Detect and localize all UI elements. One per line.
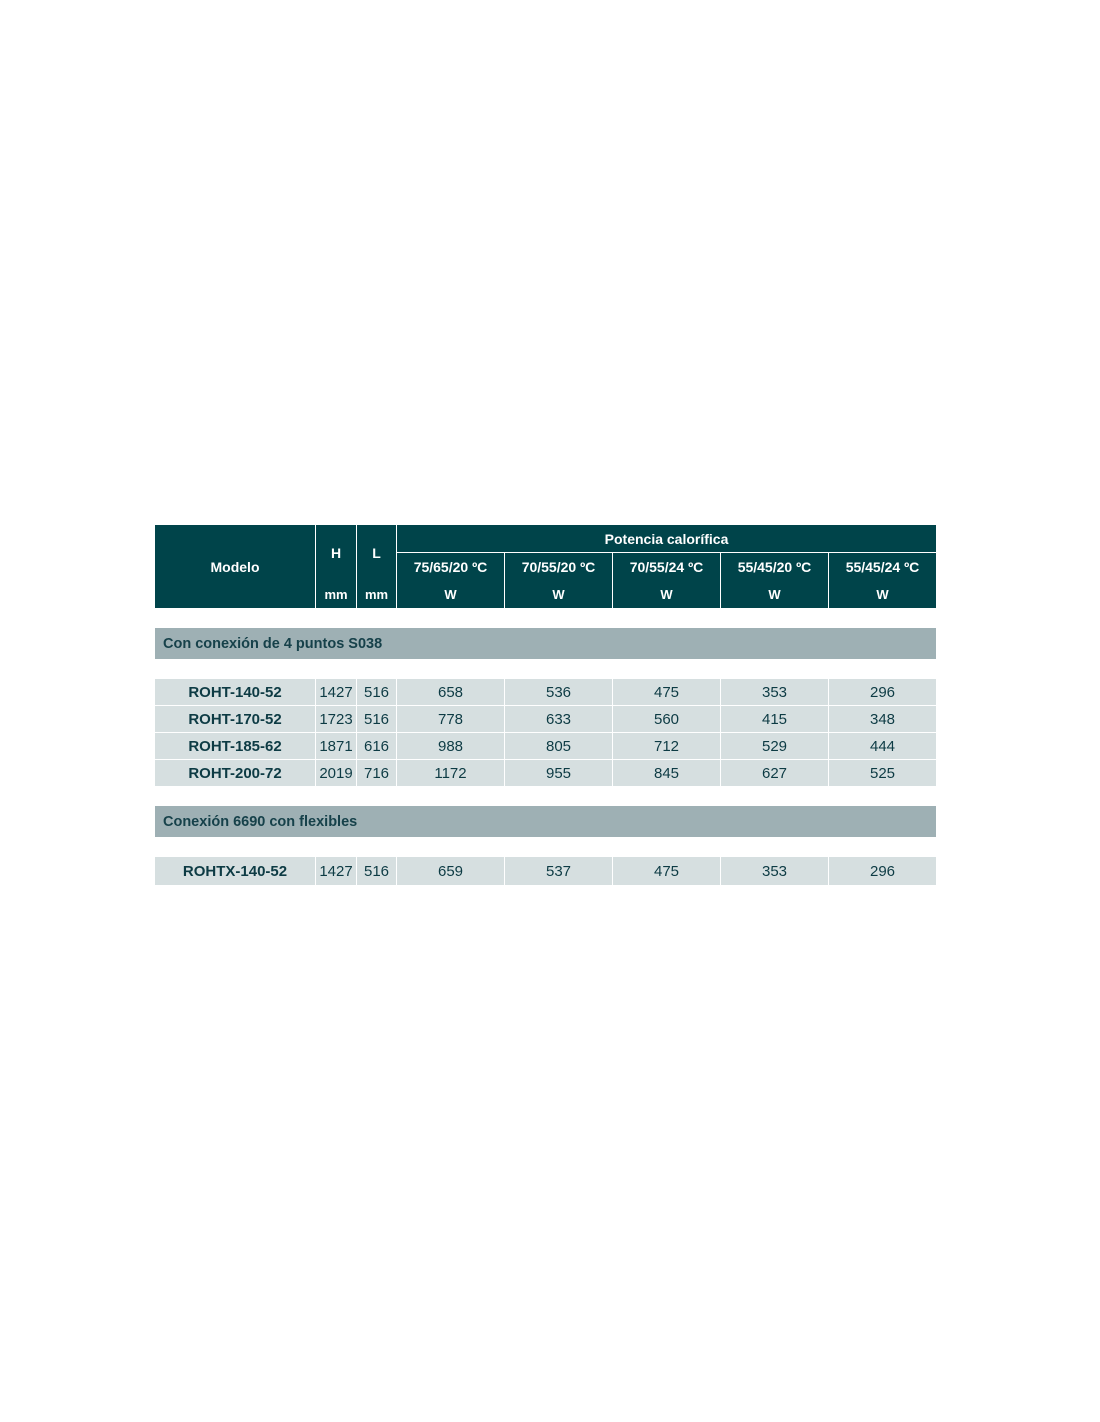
table-row bbox=[155, 732, 936, 759]
table-row bbox=[155, 759, 936, 786]
model-cell: ROHT-200-72 bbox=[155, 760, 316, 786]
power-cell: 529 bbox=[721, 733, 829, 759]
power-cell: 444 bbox=[869, 737, 896, 755]
power-cell: 712 bbox=[613, 733, 721, 759]
power-cell: 537 bbox=[505, 857, 613, 885]
height-cell: 2019 bbox=[316, 760, 357, 786]
length-cell: 716 bbox=[357, 760, 397, 786]
header-height: H bbox=[316, 525, 357, 581]
header-unit-2: W bbox=[505, 581, 613, 608]
spacer bbox=[155, 608, 936, 628]
power-cell: 805 bbox=[505, 733, 613, 759]
power-cell: 475 bbox=[613, 857, 721, 885]
power-cell: 353 bbox=[721, 857, 829, 885]
header-unit-5: W bbox=[876, 587, 889, 602]
header-temp-2: 70/55/20 ºC bbox=[505, 553, 613, 581]
section-title: Conexión 6690 con flexibles bbox=[155, 806, 936, 837]
power-cell: 353 bbox=[721, 679, 829, 705]
length-cell: 616 bbox=[357, 733, 397, 759]
header-unit-1: W bbox=[397, 581, 505, 608]
power-cell: 778 bbox=[397, 706, 505, 732]
header-length-unit: mm bbox=[357, 581, 397, 608]
model-cell: ROHT-185-62 bbox=[155, 733, 316, 759]
length-cell: 516 bbox=[357, 679, 397, 705]
header-temp-4: 55/45/20 ºC bbox=[721, 553, 829, 581]
height-cell: 1871 bbox=[316, 733, 357, 759]
power-cell: 955 bbox=[505, 760, 613, 786]
radiator-spec-table bbox=[155, 525, 936, 885]
spacer bbox=[155, 837, 936, 857]
height-cell: 1723 bbox=[316, 706, 357, 732]
header-height-unit: mm bbox=[316, 581, 357, 608]
power-cell: 415 bbox=[721, 706, 829, 732]
spacer bbox=[155, 786, 936, 806]
power-cell: 658 bbox=[397, 679, 505, 705]
length-cell: 516 bbox=[357, 706, 397, 732]
power-cell: 536 bbox=[505, 679, 613, 705]
section-title: Con conexión de 4 puntos S038 bbox=[155, 628, 936, 659]
model-cell: ROHT-170-52 bbox=[155, 706, 316, 732]
header-unit-4: W bbox=[721, 581, 829, 608]
header-temp-1: 75/65/20 ºC bbox=[397, 553, 505, 581]
height-cell: 1427 bbox=[316, 857, 357, 885]
spacer bbox=[155, 659, 936, 679]
header-temp-5: 55/45/24 ºC bbox=[845, 559, 920, 575]
table-row bbox=[155, 679, 936, 705]
power-cell: 845 bbox=[613, 760, 721, 786]
table-row bbox=[155, 857, 936, 885]
header-potencia: Potencia calorífica bbox=[397, 525, 936, 553]
power-cell: 525 bbox=[869, 764, 896, 782]
length-cell: 516 bbox=[357, 857, 397, 885]
header-model: Modelo bbox=[155, 525, 316, 608]
header-unit-3: W bbox=[613, 581, 721, 608]
power-cell: 296 bbox=[869, 862, 896, 880]
power-cell: 560 bbox=[613, 706, 721, 732]
power-cell: 475 bbox=[613, 679, 721, 705]
power-cell: 988 bbox=[397, 733, 505, 759]
height-cell: 1427 bbox=[316, 679, 357, 705]
header-temp-3: 70/55/24 ºC bbox=[613, 553, 721, 581]
power-cell: 348 bbox=[869, 710, 896, 728]
power-cell: 1172 bbox=[397, 760, 505, 786]
table-row bbox=[155, 705, 936, 732]
power-cell: 659 bbox=[397, 857, 505, 885]
model-cell: ROHTX-140-52 bbox=[155, 857, 316, 885]
table-header bbox=[155, 525, 936, 608]
power-cell: 633 bbox=[505, 706, 613, 732]
header-length: L bbox=[357, 525, 397, 581]
power-cell: 296 bbox=[869, 683, 896, 701]
power-cell: 627 bbox=[721, 760, 829, 786]
model-cell: ROHT-140-52 bbox=[155, 679, 316, 705]
